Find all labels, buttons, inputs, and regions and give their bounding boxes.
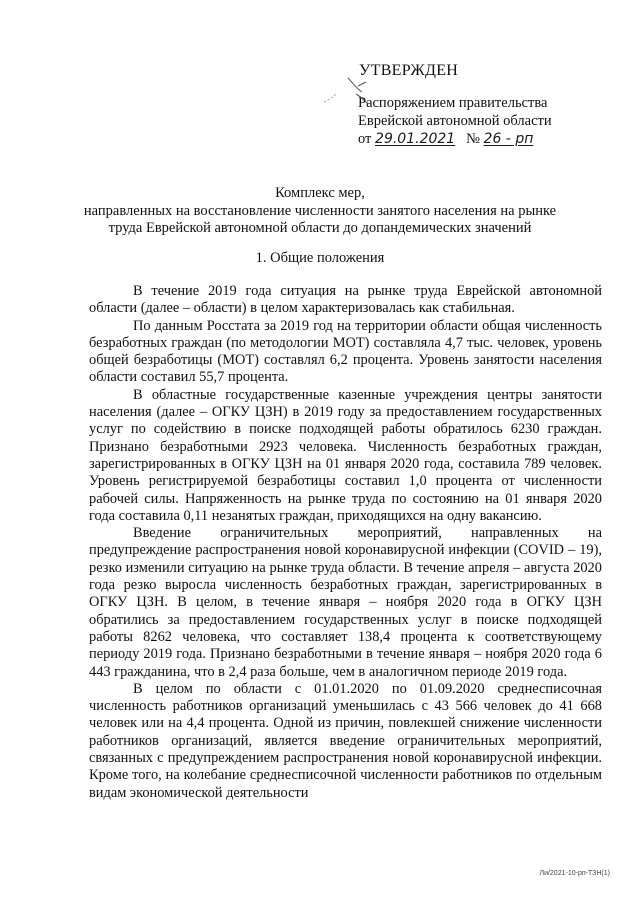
title-line-3: труда Еврейской автономной области до допандемических значений xyxy=(108,220,532,236)
paragraph: По данным Росстата за 2019 год на территории области общая численность безработных граждан (по методологии МОТ) составляла 4,7 тыс. человек, уровень общей безработицы (МОТ) составлял 6,2 процента. Уровень занятости населения области составил 55,7 процента. xyxy=(89,317,602,386)
number-prefix: № xyxy=(466,131,480,147)
approval-line-2: Еврейской автономной области xyxy=(358,113,552,129)
paragraph: В целом по области с 01.01.2020 по 01.09.2020 среднесписочная численность работников организаций уменьшилась с 43 566 человек до 41 668 человек или на 4,4 процента. Одной из причин, повлекшей снижение численности работников организаций, является введение ограничительных мероприятий, связанных с предупреждением распространения новой коронавирусной инфекции. Кроме того, на колебание среднесписочной численности работников по отдельным видам экономической деятельности xyxy=(89,680,602,801)
section-heading: 1. Общие положения xyxy=(255,250,385,266)
approval-block xyxy=(358,62,598,148)
approval-title: УТВЕРЖДЕН xyxy=(359,62,459,79)
footer-code: Ли/2021-10-рп-ТЗН(1) xyxy=(539,870,610,877)
paragraph: В течение 2019 года ситуация на рынке труда Еврейской автономной области (далее – области) в целом характеризовалась как стабильная. xyxy=(89,283,602,317)
approval-line-1: Распоряжением правительства xyxy=(358,95,548,111)
title-line-1: Комплекс мер, xyxy=(275,185,365,201)
document-title xyxy=(40,185,600,238)
approval-date-line xyxy=(358,130,598,148)
date-value: 29.01.2021 xyxy=(375,131,456,147)
body-text xyxy=(89,283,602,802)
paragraph: Введение ограничительных мероприятий, направленных на предупреждение распространения новой коронавирусной инфекции (COVID – 19), резко изменили ситуацию на рынке труда области. В течение апреля – августа 2020 года резко выросла численность безработных граждан, зарегистрированных в ОГКУ ЦЗН. В целом, в течение января – ноября 2020 года в ОГКУ ЦЗН обратились за предоставлением государственных услуг в поиске подходящей работы 8262 человека, что составляет 138,4 процента к соответствующему периоду 2019 года. Признано безработными в течение января – ноября 2020 года 6 443 гражданина, что в 2,4 раза больше, чем в аналогичном периоде 2019 года. xyxy=(89,525,602,680)
paragraph: В областные государственные казенные учреждения центры занятости населения (далее – ОГКУ ЦЗН) в 2019 году за предоставлением государственных услуг по содействию в поиске подходящей работы обратилось 6230 граждан. Признано безработными 2923 человека. Численность безработных граждан, зарегистрированных в ОГКУ ЦЗН на 01 января 2020 года, составила 789 человек. Уровень регистрируемой безработицы составил 1,0 процента от численности рабочей силы. Напряженность на рынке труда по состоянию на 01 января 2020 года составила 0,11 незанятых граждан, приходящихся на одну вакансию. xyxy=(89,386,602,524)
number-value: 26 - рп xyxy=(483,131,534,147)
title-line-2: направленных на восстановление численности занятого населения на рынке xyxy=(83,202,557,219)
date-prefix: от xyxy=(358,131,372,147)
